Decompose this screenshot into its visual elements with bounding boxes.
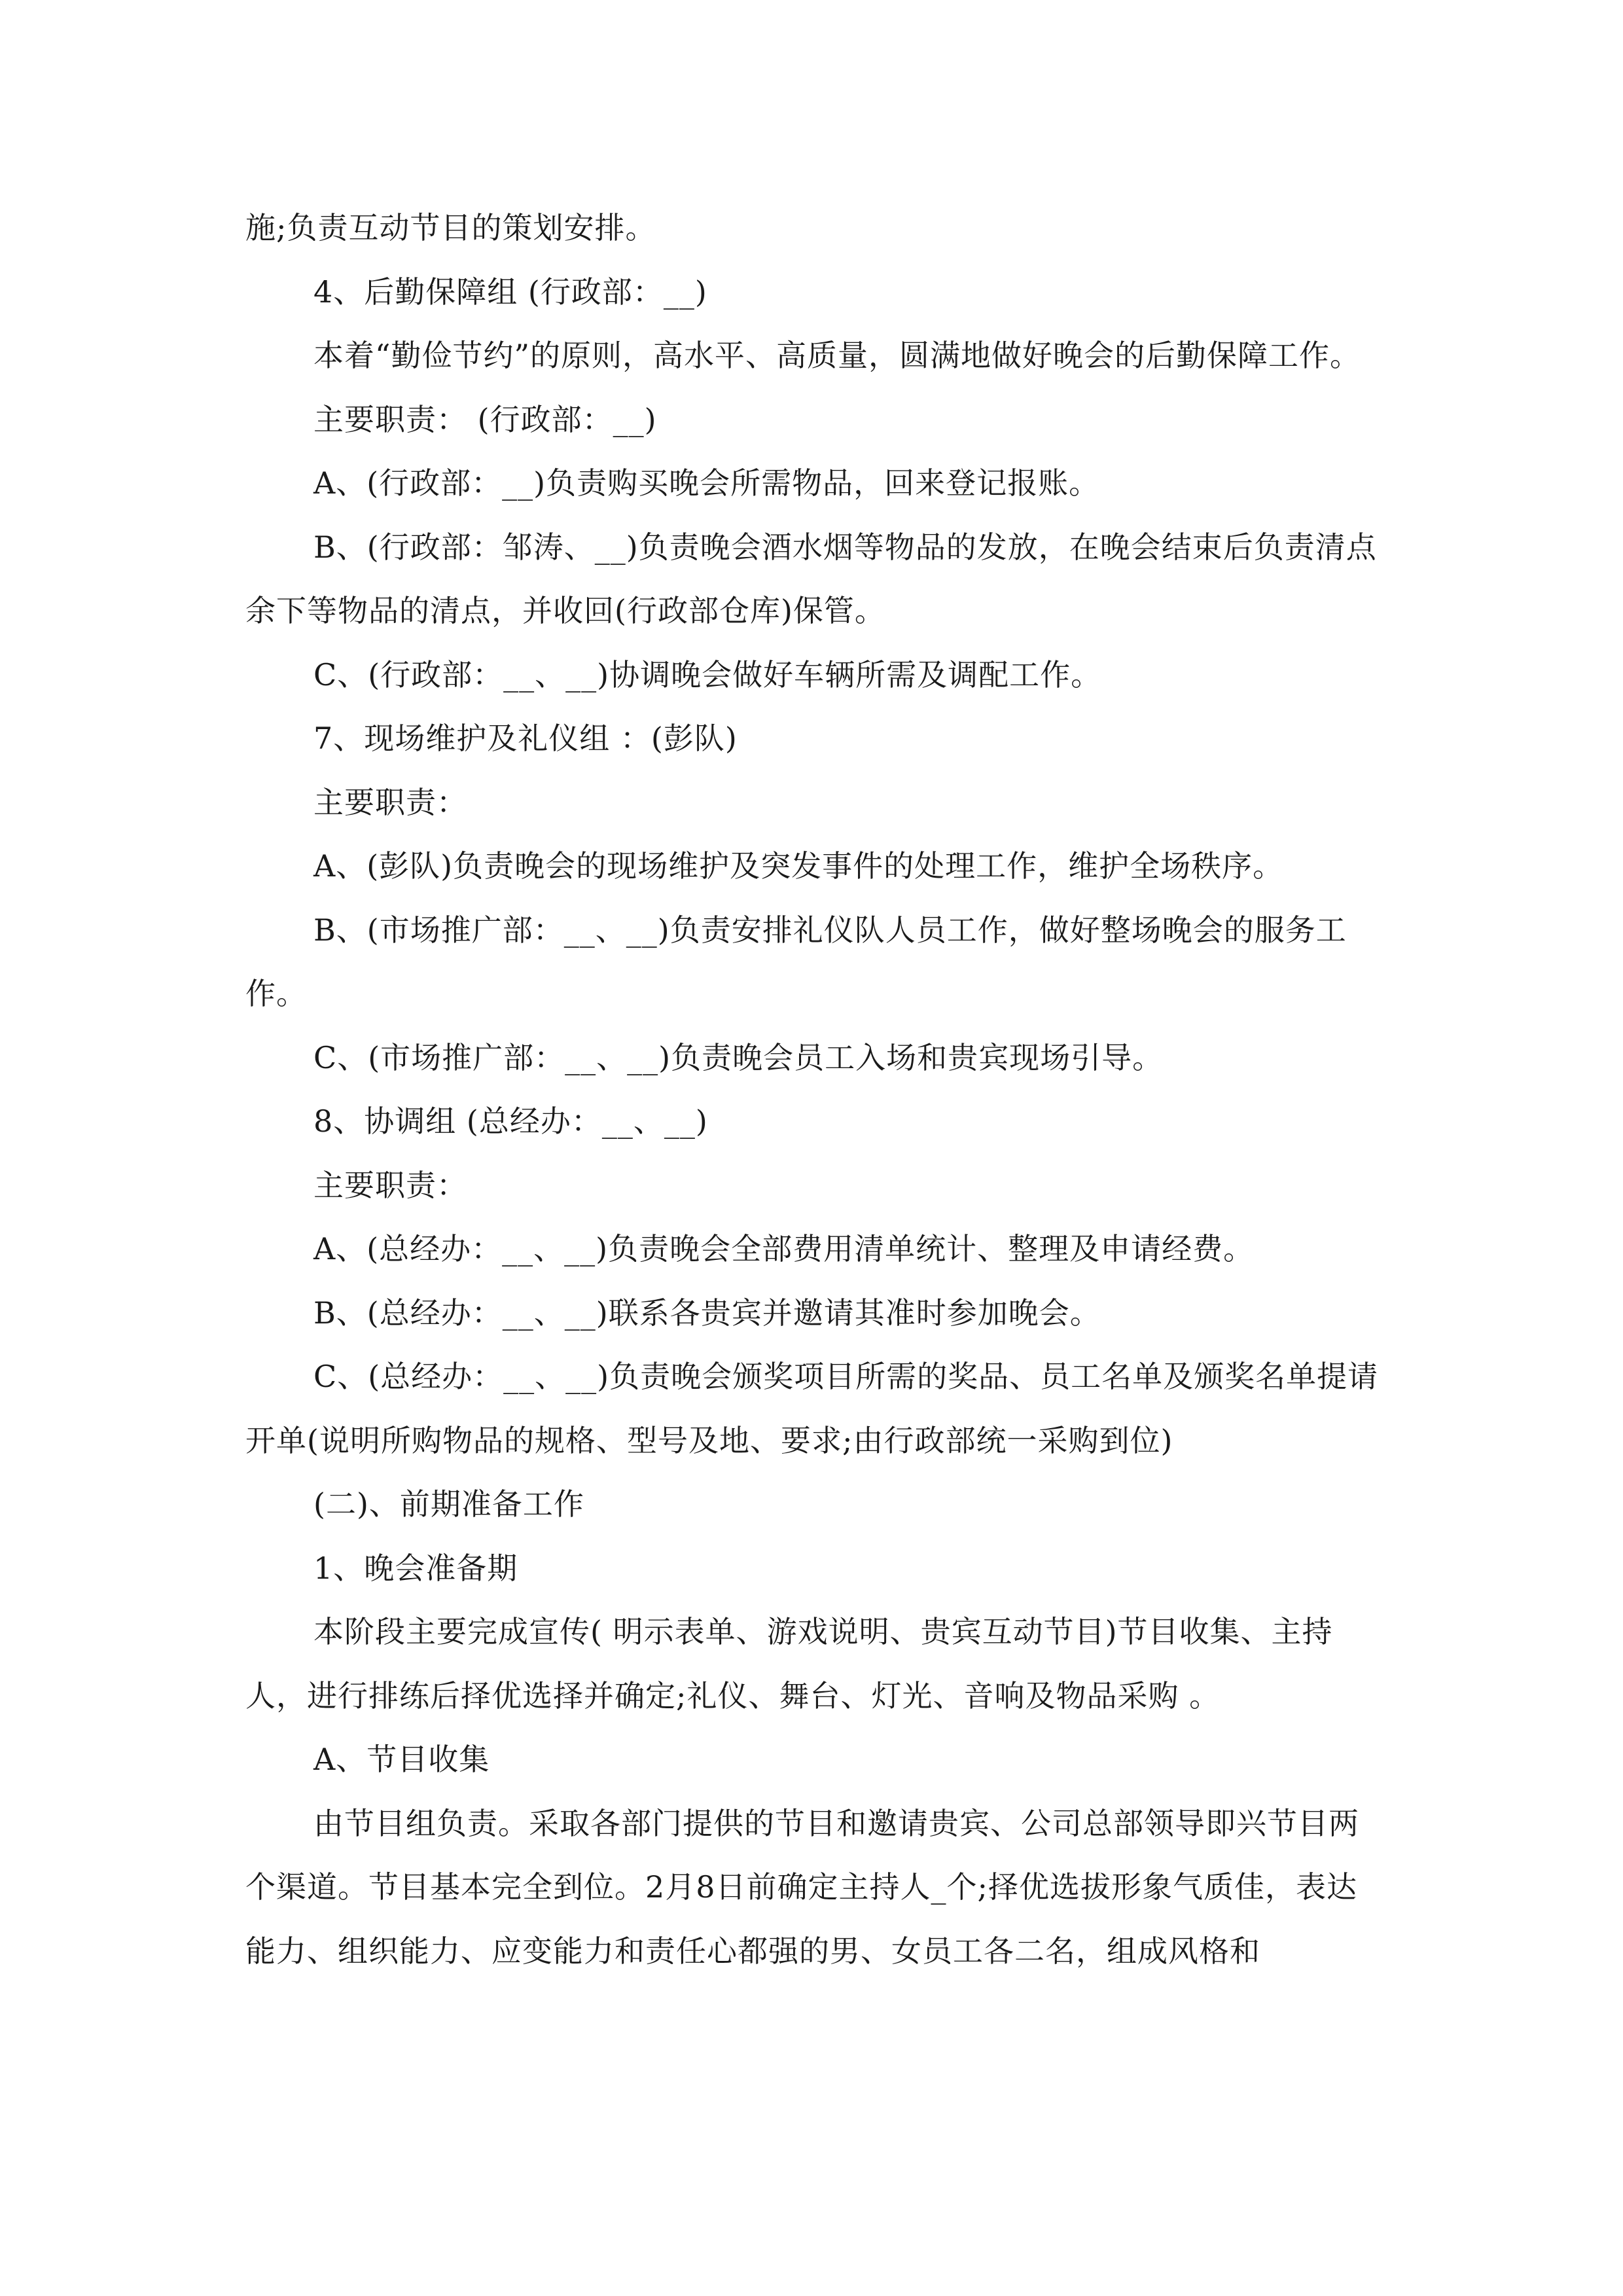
list-item: A、(行政部：__)负责购买晚会所需物品，回来登记报账。 bbox=[313, 465, 1100, 501]
list-item: A、(总经办：__、__)负责晚会全部费用清单统计、整理及申请经费。 bbox=[313, 1231, 1255, 1266]
paragraph: 本阶段主要完成宣传( 明示表单、游戏说明、贵宾互动节目)节目收集、主持人，进行排练后择优选择并确定;礼仪、舞台、灯光、音响及物品采购 。 bbox=[245, 1614, 1333, 1713]
list-item: B、(行政部：邹涛、__)负责晚会酒水烟等物品的发放，在晚会结束后负责清点余下等物品的清点，并收回(行政部仓库)保管。 bbox=[245, 529, 1377, 628]
list-item: A、(彭队)负责晚会的现场维护及突发事件的处理工作，维护全场秩序。 bbox=[313, 848, 1284, 884]
paragraph: 本着“勤俭节约”的原则，高水平、高质量，圆满地做好晚会的后勤保障工作。 bbox=[313, 338, 1361, 373]
document-body bbox=[245, 196, 1384, 1983]
section-heading: 1、晚会准备期 bbox=[313, 1550, 518, 1586]
paragraph: 由节目组负责。采取各部门提供的节目和邀请贵宾、公司总部领导即兴节目两个渠道。节目基本完全到位。2月8日前确定主持人_个;择优选拔形象气质佳，表达能力、组织能力、应变能力和责任心都强的男、女员工各二名，组成风格和 bbox=[245, 1805, 1359, 1969]
paragraph: 施;负责互动节目的策划安排。 bbox=[245, 210, 656, 245]
section-heading: 8、协调组 (总经办：__、__) bbox=[313, 1103, 708, 1139]
section-heading: 7、现场维护及礼仪组 ：(彭队) bbox=[313, 721, 738, 756]
list-item: B、(市场推广部：__、__)负责安排礼仪队人员工作，做好整场晚会的服务工作。 bbox=[245, 912, 1347, 1011]
paragraph: 主要职责： (行政部：__) bbox=[313, 401, 657, 437]
list-item: C、(总经办：__、__)负责晚会颁奖项目所需的奖品、员工名单及颁奖名单提请开单(说明所购物品的规格、型号及地、要求;由行政部统一采购到位) bbox=[245, 1359, 1379, 1458]
section-heading: (二)、前期准备工作 bbox=[313, 1486, 584, 1522]
section-heading: 4、后勤保障组 (行政部：__) bbox=[313, 274, 707, 310]
list-item: B、(总经办：__、__)联系各贵宾并邀请其准时参加晚会。 bbox=[313, 1295, 1101, 1331]
list-item: C、(市场推广部：__、__)负责晚会员工入场和贵宾现场引导。 bbox=[313, 1039, 1164, 1075]
list-item: A、节目收集 bbox=[313, 1742, 490, 1777]
paragraph: 主要职责： bbox=[313, 784, 467, 820]
list-item: C、(行政部：__、__)协调晚会做好车辆所需及调配工作。 bbox=[313, 656, 1102, 692]
paragraph: 主要职责： bbox=[313, 1167, 467, 1203]
